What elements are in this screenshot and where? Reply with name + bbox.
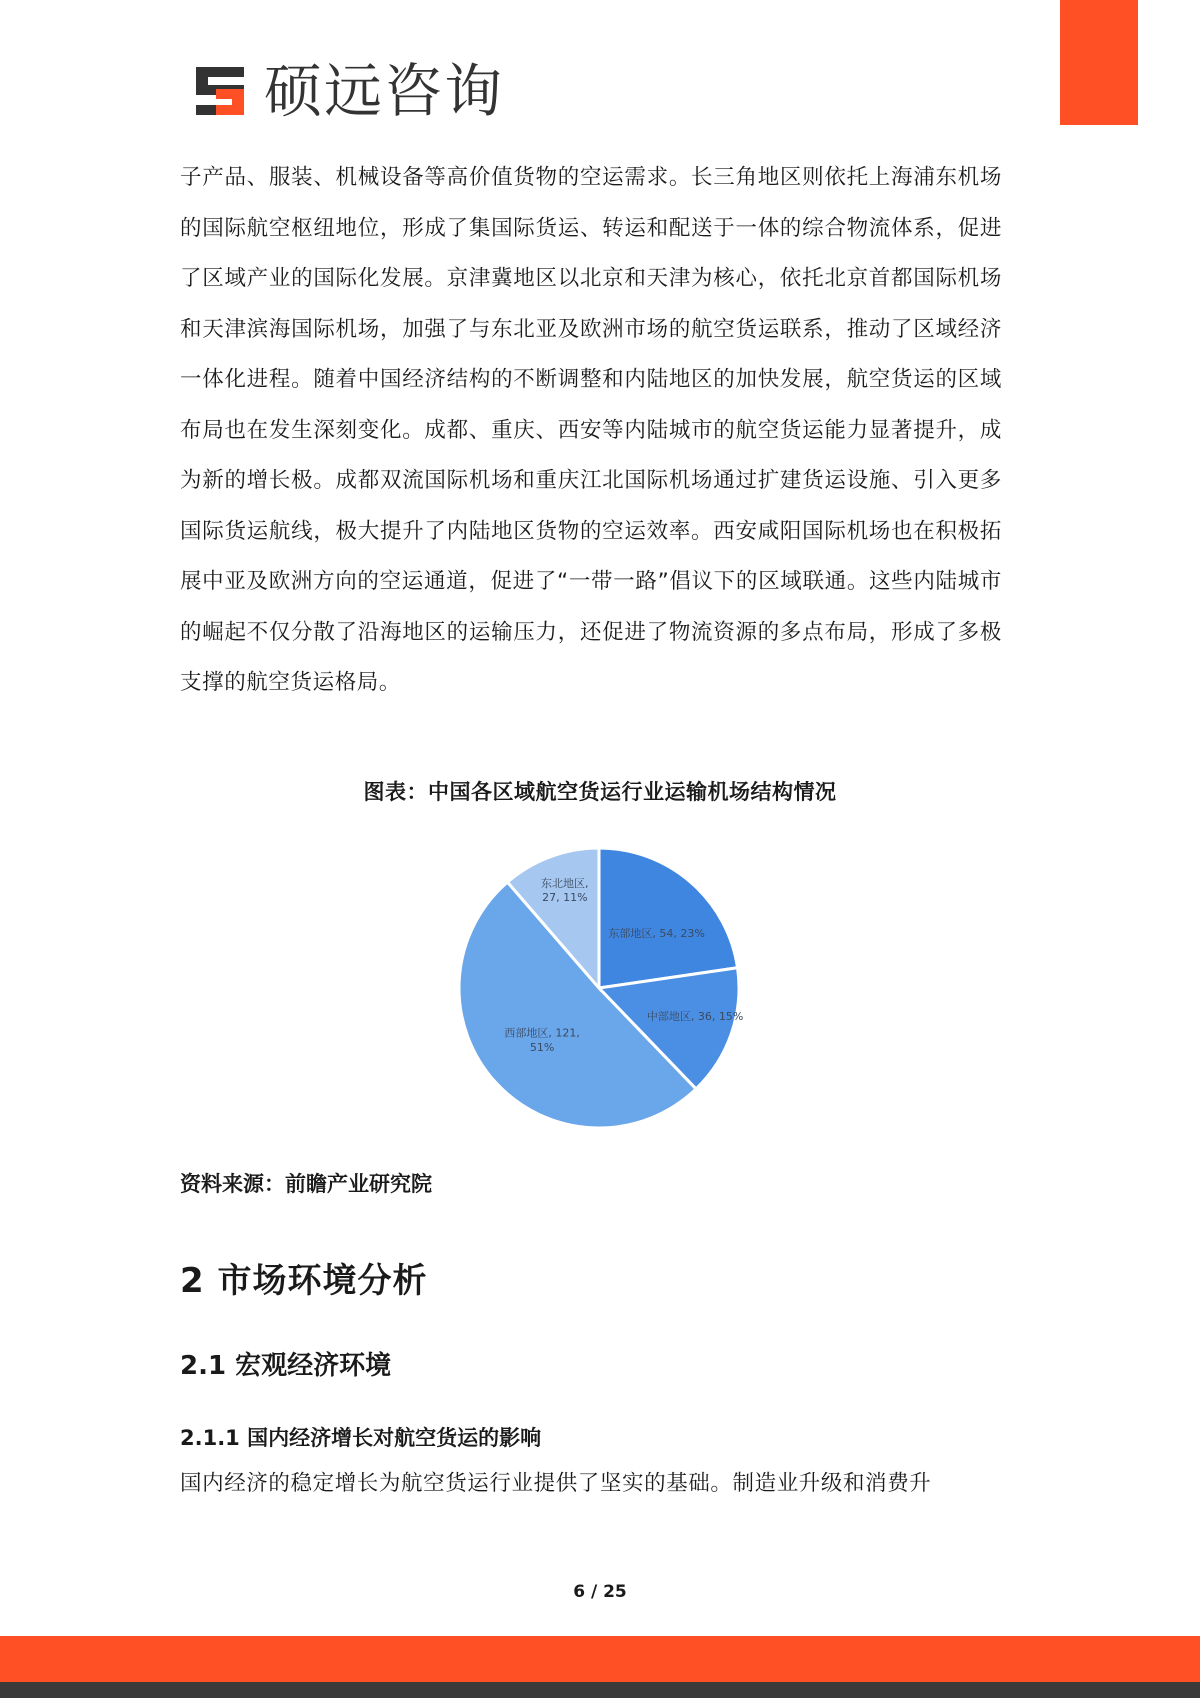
- page-number: 6 / 25: [573, 1582, 627, 1602]
- figure-caption: 图表：中国各区域航空货运行业运输机场结构情况: [363, 780, 837, 804]
- subsection-heading: 2.1 宏观经济环境: [180, 1351, 392, 1381]
- company-name: 硕远咨询: [264, 57, 505, 125]
- figure-source: 资料来源：前瞻产业研究院: [180, 1172, 432, 1196]
- section-heading: 2 市场环境分析: [180, 1261, 428, 1301]
- footer-dark-edge: [0, 1682, 1200, 1698]
- pie-chart: [434, 828, 764, 1138]
- company-logo: [192, 57, 505, 125]
- pie-chart-svg: [434, 828, 764, 1138]
- pie-label-4: 东北地区, 27, 11%: [541, 876, 589, 905]
- pie-label-2: 中部地区, 36, 15%: [646, 1009, 744, 1023]
- logo-mark-icon: [192, 63, 250, 119]
- pie-label-3: 西部地区, 121, 51%: [504, 1026, 580, 1054]
- corner-accent-block: [1060, 0, 1138, 125]
- section-paragraph: 国内经济的稳定增长为航空货运行业提供了坚实的基础。制造业升级和消费升: [180, 1471, 932, 1496]
- pie-label-1: 东部地区, 54, 23%: [608, 926, 705, 940]
- footer-accent-bar: [0, 1636, 1200, 1682]
- body-paragraph: 子产品、服装、机械设备等高价值货物的空运需求。长三角地区则依托上海浦东机场的国际航空枢纽地位，形成了集国际货运、转运和配送于一体的综合物流体系，促进了区域产业的国际化发展。京津冀地区以北京和天津为核心，依托北京首都国际机场和天津滨海国际机场，加强了与东北亚及欧洲市场的航空货运联系，推动了区域经济一体化进程。随着中国经济结构的不断调整和内陆地区的加快发展，航空货运的区域布局也在发生深刻变化。成都、重庆、西安等内陆城市的航空货运能力显著提升，成为新的增长极。成都双流国际机场和重庆江北国际机场通过扩建货运设施、引入更多国际货运航线，极大提升了内陆地区货物的空运效率。西安咸阳国际机场也在积极拓展中亚及欧洲方向的空运通道，促进了“一带一路”倡议下的区域联通。这些内陆城市的崛起不仅分散了沿海地区的运输压力，还促进了物流资源的多点布局，形成了多极支撑的航空货运格局。: [180, 165, 1002, 695]
- pie-slice-1: [599, 848, 738, 988]
- subsubsection-heading: 2.1.1 国内经济增长对航空货运的影响: [180, 1426, 542, 1450]
